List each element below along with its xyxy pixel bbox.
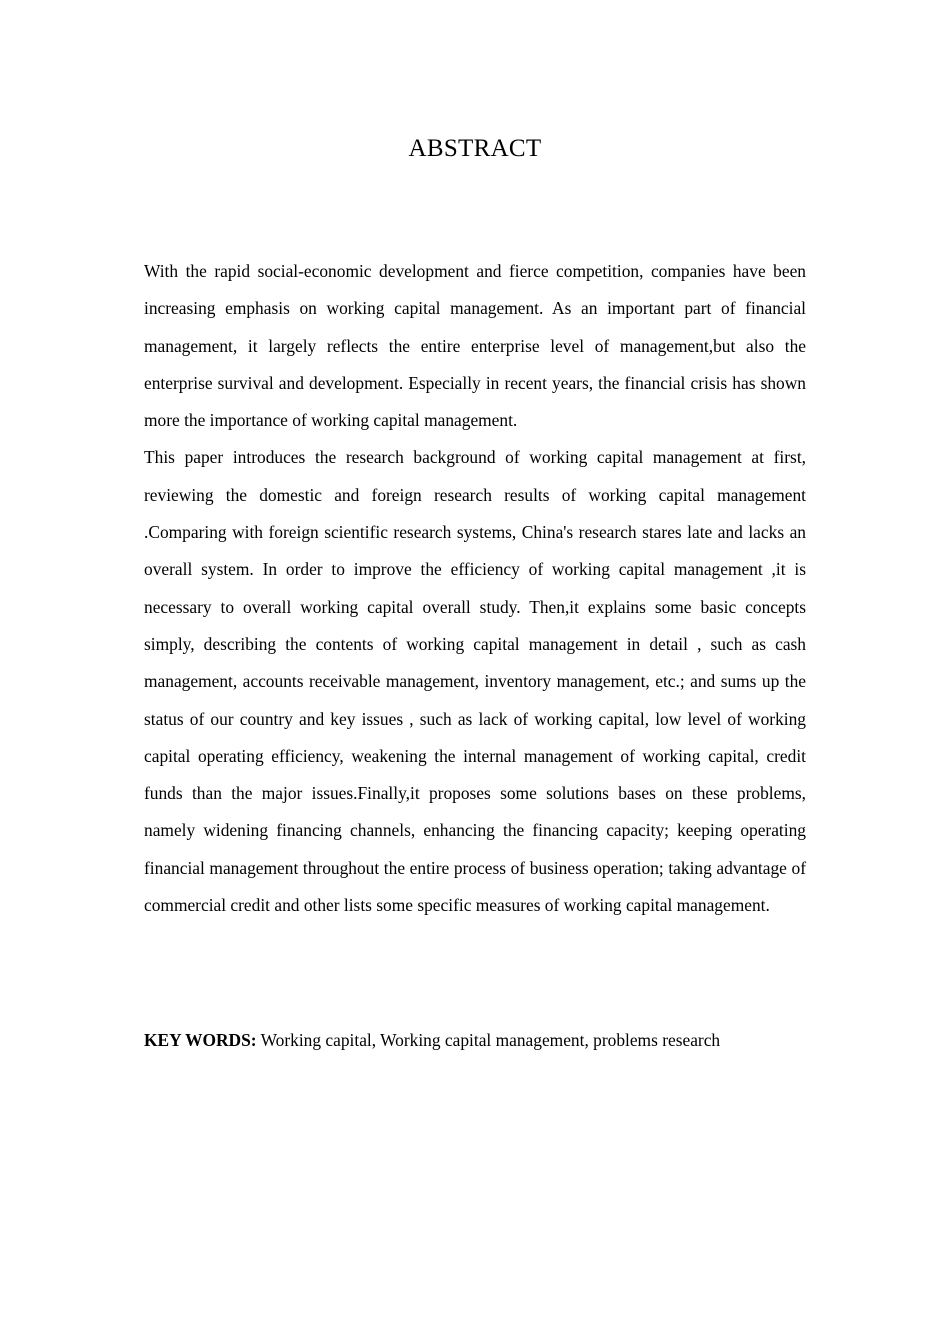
abstract-paragraph-1: With the rapid social-economic development and fierce competition, companies have been increasing emphasis on working capital management. As an important part of financial management, it largely reflects the entire enterprise level of management,but also the enterprise survival and development. Especially in recent years, the financial crisis has shown more the importance of working capital management. — [144, 261, 806, 431]
keywords-label: KEY WORDS: — [144, 1030, 257, 1050]
abstract-paragraph-2: This paper introduces the research background of working capital management at first, reviewing the domestic and foreign research results of working capital management .Comparing with foreign scientific research systems, China's research stares late and lacks an overall system. In order to improve the efficiency of working capital management ,it is necessary to overall working capital overall study. Then,it explains some basic concepts simply, describing the contents of working capital management in detail , such as cash management, accounts receivable management, inventory management, etc.; and sums up the status of our country and key issues , such as lack of working capital, low level of working capital operating efficiency, weakening the internal management of working capital, credit funds than the major issues.Finally,it proposes some solutions bases on these problems, namely widening financing channels, enhancing the financing capacity; keeping operating financial management throughout the entire process of business operation; taking advantage of commercial credit and other lists some specific measures of working capital management. — [144, 447, 806, 916]
keywords-line — [144, 1024, 806, 1056]
page-title: ABSTRACT — [408, 135, 542, 162]
abstract-body — [144, 253, 806, 924]
keywords-value: Working capital, Working capital management, problems research — [260, 1030, 721, 1050]
